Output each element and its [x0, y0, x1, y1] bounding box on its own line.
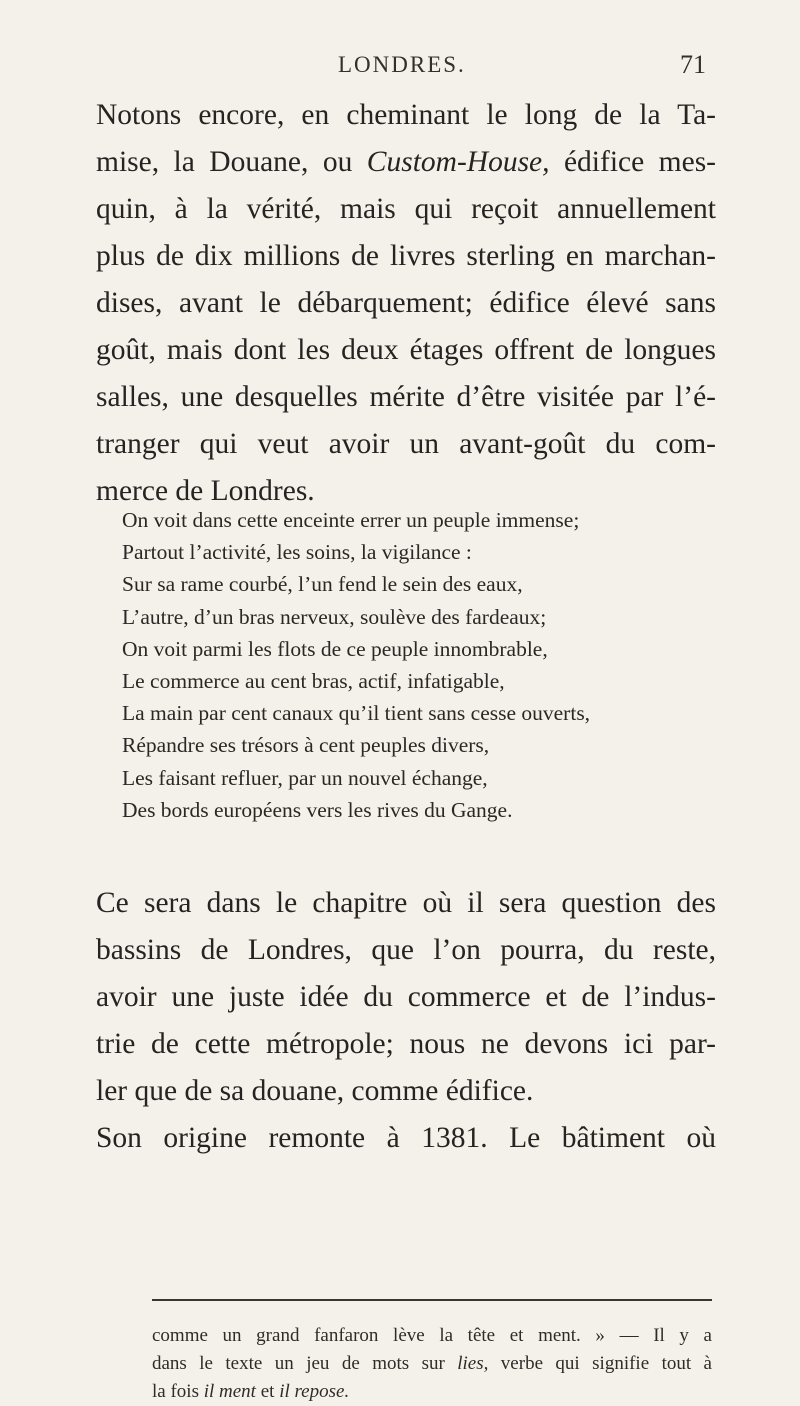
text-line: Notons encore, en cheminant le long de la Ta- — [96, 99, 716, 131]
footnote — [152, 1322, 712, 1406]
text-line: tranger qui veut avoir un avant-goût du com- — [96, 428, 716, 460]
running-title: LONDRES. — [338, 52, 466, 77]
verse-line: Des bords européens vers les rives du Gange. — [122, 797, 513, 822]
italic-term: il ment — [203, 1381, 256, 1402]
text-run: édifice mes- — [549, 146, 716, 178]
verse-line: Partout l’activité, les soins, la vigilance : — [122, 540, 472, 565]
footnote-divider — [152, 1299, 712, 1301]
paragraph-2 — [96, 880, 716, 1162]
text-line: Son origine remonte à 1381. Le bâtiment où — [96, 1122, 716, 1154]
text-run: mise, la Douane, ou — [96, 146, 367, 178]
verse-line: Répandre ses trésors à cent peuples divers, — [122, 733, 490, 758]
verse-line: Sur sa rame courbé, l’un fend le sein des eaux, — [122, 572, 523, 597]
footnote-line — [152, 1378, 712, 1406]
italic-term: lies, — [457, 1353, 489, 1374]
verse-line: Les faisant refluer, par un nouvel échange, — [122, 765, 488, 790]
text-line: quin, à la vérité, mais qui reçoit annuellement — [96, 193, 716, 225]
text-line: bassins de Londres, que l’on pourra, du reste, — [96, 934, 716, 966]
text-line: goût, mais dont les deux étages offrent de longues — [96, 334, 716, 366]
page-number: 71 — [680, 50, 706, 79]
verse-line: L’autre, d’un bras nerveux, soulève des fardeaux; — [122, 604, 547, 629]
text-line: plus de dix millions de livres sterling en marchan- — [96, 240, 716, 272]
text-run: verbe qui signifie tout à — [488, 1353, 712, 1374]
text-line: dises, avant le débarquement; édifice élevé sans — [96, 287, 716, 319]
text-line: merce de Londres. — [96, 475, 315, 507]
paragraph-1 — [96, 92, 716, 515]
text-run: dans le texte un jeu de mots sur — [152, 1353, 458, 1374]
verse-line: On voit dans cette enceinte errer un peuple immense; — [122, 508, 580, 532]
italic-term: il repose. — [279, 1381, 350, 1402]
verse-quotation — [122, 504, 712, 826]
italic-term: Custom-House, — [366, 146, 550, 178]
text-line: Ce sera dans le chapitre où il sera question des — [96, 887, 716, 919]
text-line — [96, 139, 716, 186]
footnote-line: comme un grand fanfaron lève la tête et ment. » — Il y a — [152, 1325, 712, 1346]
text-run: la fois — [152, 1381, 204, 1402]
running-head — [0, 52, 800, 92]
text-line: salles, une desquelles mérite d’être visitée par l’é- — [96, 381, 716, 413]
footnote-line — [152, 1350, 712, 1378]
text-line: trie de cette métropole; nous ne devons ici par- — [96, 1028, 716, 1060]
verse-line: On voit parmi les flots de ce peuple innombrable, — [122, 636, 548, 661]
text-run: et — [255, 1381, 280, 1402]
verse-line: La main par cent canaux qu’il tient sans cesse ouverts, — [122, 701, 591, 726]
verse-line: Le commerce au cent bras, actif, infatigable, — [122, 669, 505, 694]
text-line: avoir une juste idée du commerce et de l’indus- — [96, 981, 716, 1013]
text-line: ler que de sa douane, comme édifice. — [96, 1075, 534, 1107]
